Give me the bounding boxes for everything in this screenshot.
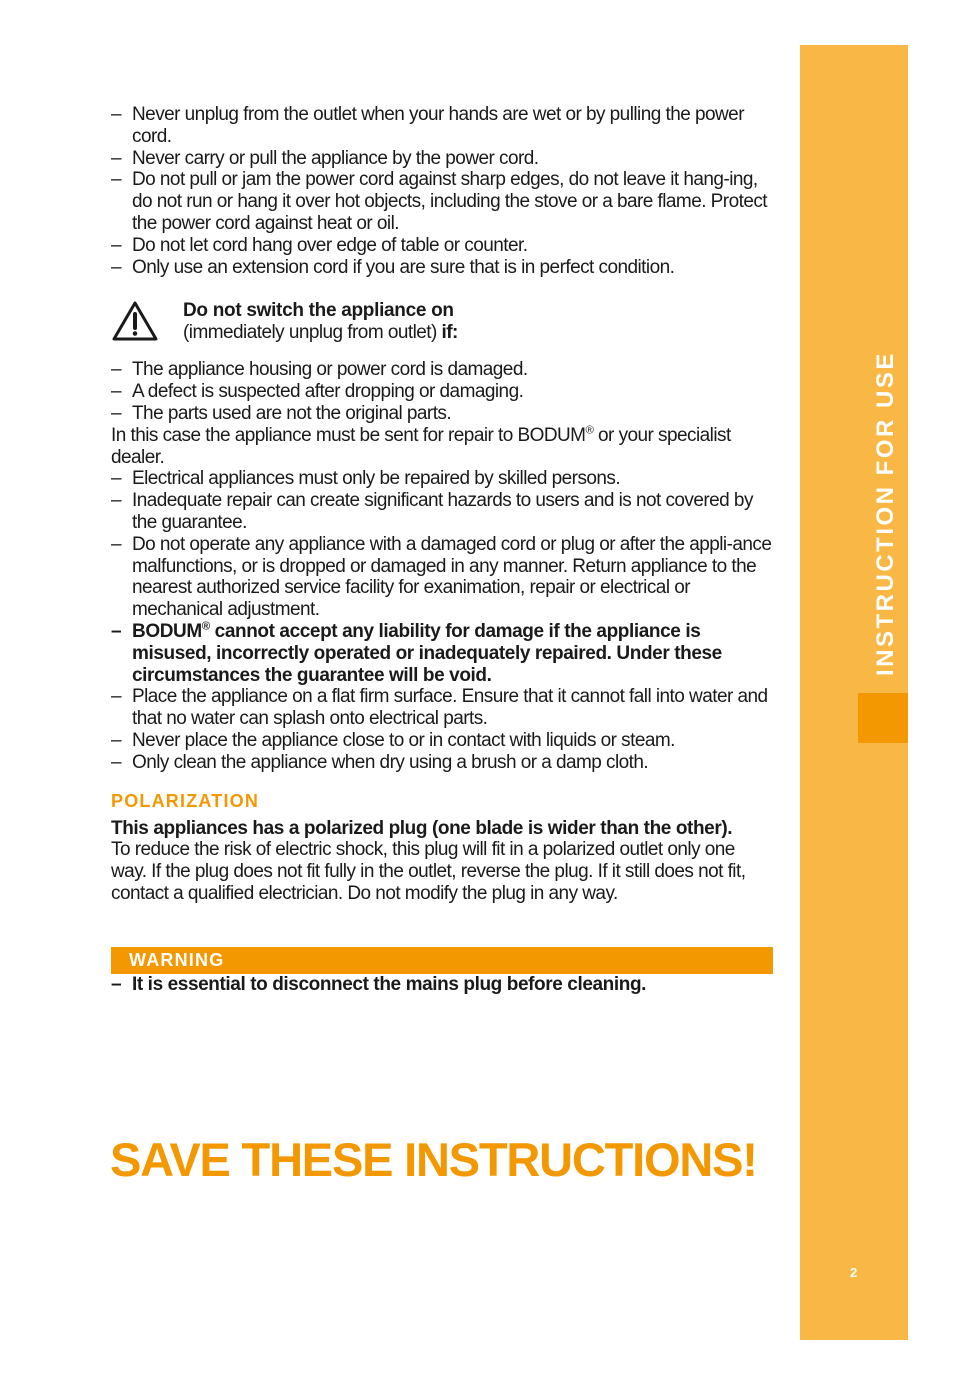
list-item: – Do not operate any appliance with a damaged cord or plug or after the appli-ance malfunctions, or is dropped or damaged in any manner. Return appliance to the nearest authorized service facility for exanimation, repair or electrical or mechanical adjustment. [111, 534, 773, 621]
safety-list-1 [111, 104, 773, 278]
repair-list [111, 468, 773, 773]
list-item: – Inadequate repair can create significant hazards to users and is not covered by the guarantee. [111, 490, 773, 534]
repair-note [111, 425, 773, 469]
list-item: – The appliance housing or power cord is damaged. [111, 359, 773, 381]
registered-mark: ® [585, 424, 594, 437]
warning-triangle-icon [111, 300, 159, 342]
liability-brand: BODUM [132, 620, 202, 642]
warning-notice [111, 300, 773, 352]
warning-notice-title: Do not switch the appliance on [183, 300, 454, 322]
list-item: – The parts used are not the original parts. [111, 403, 773, 425]
list-item: – Never place the appliance close to or in contact with liquids or steam. [111, 730, 773, 752]
polarization-heading: POLARIZATION [111, 790, 260, 811]
list-item: – Never unplug from the outlet when your hands are wet or by pulling the power cord. [111, 104, 773, 148]
liability-text: cannot accept any liability for damage if the appliance is misused, incorrectly operated or inadequately repaired. Under these circumstances the guarantee will be void. [132, 620, 722, 686]
main-content [111, 104, 773, 996]
warning-list [111, 974, 773, 996]
polarization-text: To reduce the risk of electric shock, this plug will fit in a polarized outlet only one way. If the plug does not fit fully in the outlet, reverse the plug. If it still does not fit, contact a qualified electrician. Do not modify the plug in any way. [111, 839, 746, 904]
warning-notice-subtitle-suffix: if: [441, 322, 458, 344]
list-item: – Do not let cord hang over edge of table or counter. [111, 235, 773, 257]
page-number: 2 [850, 1265, 858, 1280]
warning-heading-bar: WARNING [111, 947, 773, 974]
repair-note-text-end: or your specialist dealer. [111, 424, 731, 468]
polarization-bold-text: This appliances has a polarized plug (one blade is wider than the other). [111, 817, 733, 839]
sidebar-title: INSTRUCTION FOR USE [872, 351, 899, 676]
damage-list [111, 359, 773, 424]
list-item: – Place the appliance on a flat firm surface. Ensure that it cannot fall into water and that no water can splash onto electrical parts. [111, 686, 773, 730]
warning-notice-subtitle-text: (immediately unplug from outlet) [183, 322, 437, 344]
list-item: – A defect is suspected after dropping or damaging. [111, 381, 773, 403]
list-item: – It is essential to disconnect the mains plug before cleaning. [111, 974, 773, 996]
repair-note-text: In this case the appliance must be sent for repair to BODUM [111, 424, 586, 446]
list-item: – Only clean the appliance when dry using a brush or a damp cloth. [111, 752, 773, 774]
list-item: – Electrical appliances must only be repaired by skilled persons. [111, 468, 773, 490]
sidebar-tab-marker [858, 693, 908, 743]
warning-notice-subtitle [183, 322, 773, 344]
list-item: – Never carry or pull the appliance by the power cord. [111, 148, 773, 170]
registered-mark: ® [201, 620, 210, 633]
save-instructions-title: SAVE THESE INSTRUCTIONS! [110, 1133, 757, 1186]
list-item: – Only use an extension cord if you are sure that is in perfect condition. [111, 257, 773, 279]
list-item: – Do not pull or jam the power cord against sharp edges, do not leave it hang-ing, do not run or hang it over hot objects, including the stove or a bare flame. Protect the power cord against heat or oil. [111, 169, 773, 234]
liability-item [111, 621, 773, 686]
